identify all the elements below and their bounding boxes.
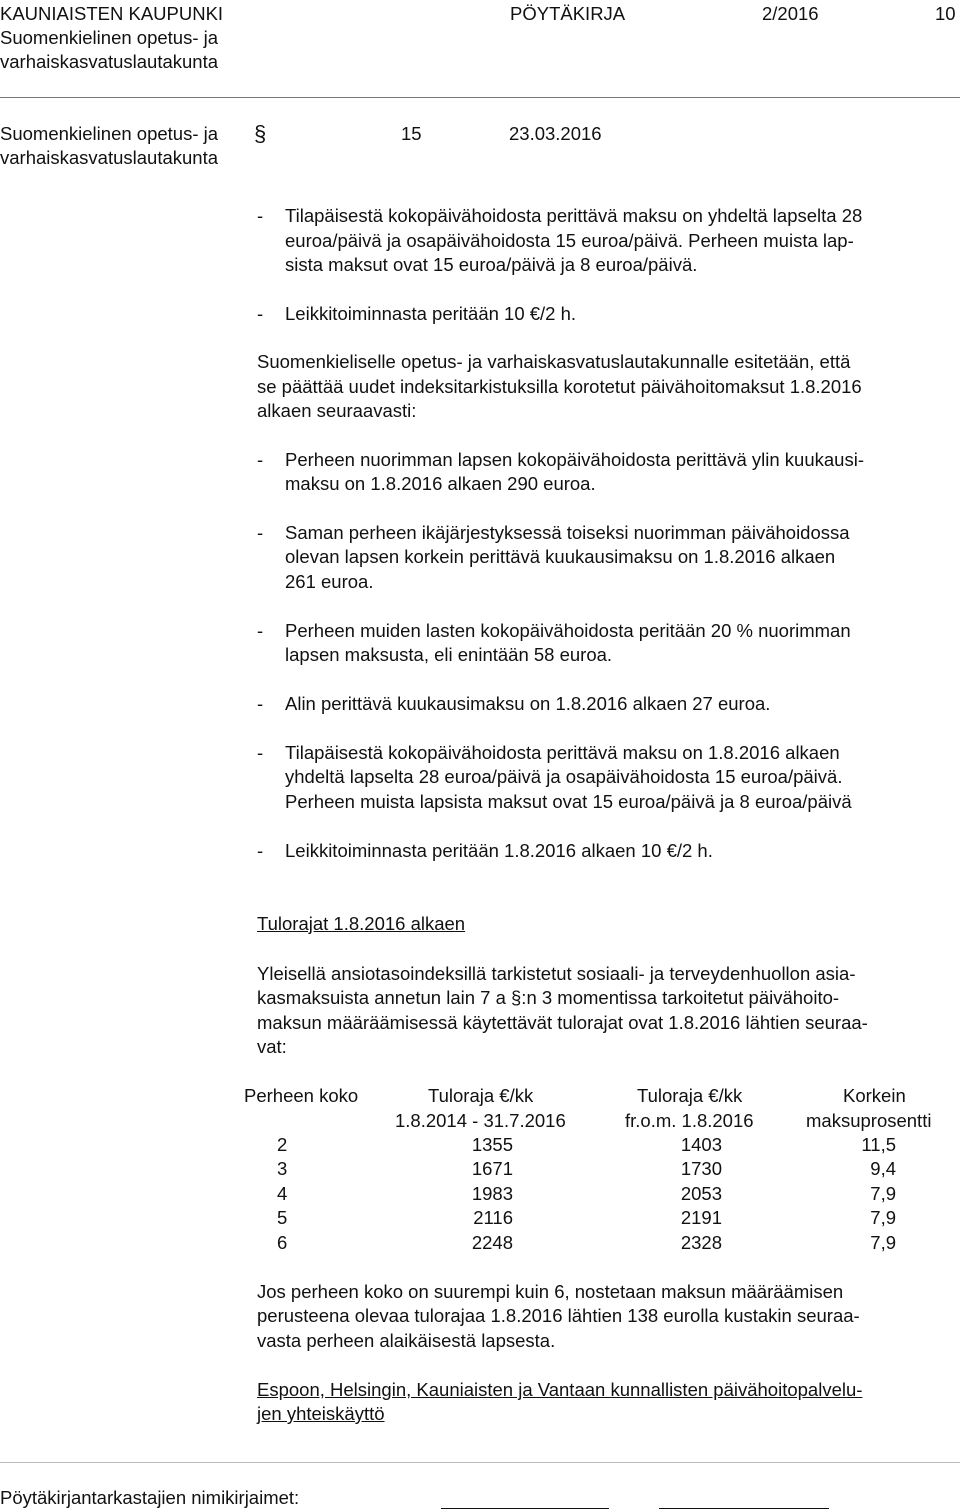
doc-number: 2/2016 [762,3,819,24]
table-header-old-limit: Tuloraja €/kk [428,1085,534,1106]
table-header-new-limit: Tuloraja €/kk [637,1085,743,1106]
proposal-line: Suomenkieliselle opetus- ja varhaiskasvatuslautakunnalle esitetään, että [257,351,851,372]
table-row [0,1231,960,1255]
paragraph-line: vasta perheen alaikäisestä lapsesta. [257,1330,556,1351]
cell-max-percent: 7,9 [870,1232,896,1253]
section-number: 15 [401,123,422,144]
cell-old-limit: 1671 [471,1158,513,1179]
table-row [0,1157,960,1181]
cell-max-percent: 9,4 [870,1158,896,1179]
bullet-dash: - [257,742,264,763]
paragraph-line: Jos perheen koko on suurempi kuin 6, nostetaan maksun määräämisen [257,1281,844,1302]
bullet-line: maksu on 1.8.2016 alkaen 290 euroa. [285,473,596,494]
bullet-line: Perheen muista lapsista maksut ovat 15 euroa/päivä ja 8 euroa/päivä [285,791,852,812]
bullet-line: Tilapäisestä kokopäivähoidosta perittävä maksu on yhdeltä lapselta 28 [285,205,863,226]
heading-line: jen yhteiskäyttö [257,1403,385,1424]
header-divider [0,97,960,98]
paragraph-line: perusteena olevaa tulorajaa 1.8.2016 lähtien 138 eurolla kustakin seuraa- [257,1305,860,1326]
bullet-line: Perheen nuorimman lapsen kokopäivähoidosta perittävä ylin kuukausi- [285,449,864,470]
cell-new-limit: 1730 [680,1158,722,1179]
table-header-old-limit-period: 1.8.2014 - 31.7.2016 [395,1110,566,1131]
footer-divider [0,1462,960,1463]
income-limits-heading: Tulorajat 1.8.2016 alkaen [257,913,466,934]
bullet-line: Perheen muiden lasten kokopäivähoidosta peritään 20 % nuorimman [285,620,851,641]
bullet-line: olevan lapsen korkein perittävä kuukausimaksu on 1.8.2016 alkaen [285,546,836,567]
cell-family-size: 4 [277,1183,288,1204]
intro-line: Yleisellä ansiotasoindeksillä tarkistetut sosiaali- ja terveydenhuollon asia- [257,963,856,984]
meeting-date: 23.03.2016 [509,123,602,144]
org-name: KAUNIAISTEN KAUPUNKI [0,3,224,24]
table-row [0,1206,960,1230]
doc-type: PÖYTÄKIRJA [510,3,626,24]
bullet-dash: - [257,449,264,470]
cell-family-size: 6 [277,1232,288,1253]
heading-line: Espoon, Helsingin, Kauniaisten ja Vantaan kunnallisten päivähoitopalvelu- [257,1379,863,1400]
bullet-line: sista maksut ovat 15 euroa/päivä ja 8 euroa/päivä. [285,254,698,275]
bullet-dash: - [257,303,264,324]
table-body [0,1133,960,1258]
intro-line: kasmaksuista annetun lain 7 a §:n 3 momentissa tarkoitetut päivähoito- [257,987,840,1008]
bullet-dash: - [257,840,264,861]
cell-new-limit: 2191 [680,1207,722,1228]
cell-family-size: 5 [277,1207,288,1228]
bullet-line: Saman perheen ikäjärjestyksessä toiseksi nuorimman päivähoidossa [285,522,850,543]
cell-max-percent: 7,9 [870,1207,896,1228]
page-number: 10 [935,3,956,24]
cell-new-limit: 2053 [680,1183,722,1204]
cell-old-limit: 2116 [473,1207,513,1228]
table-row [0,1182,960,1206]
cell-family-size: 2 [277,1134,288,1155]
dept-line-2: varhaiskasvatuslautakunta [0,51,219,72]
proposal-line: alkaen seuraavasti: [257,400,417,421]
dept-line-1: Suomenkielinen opetus- ja [0,27,219,48]
cell-new-limit: 1403 [680,1134,722,1155]
bullet-line: yhdeltä lapselta 28 euroa/päivä ja osapäivähoidosta 15 euroa/päivä. [285,766,843,787]
bullet-dash: - [257,693,264,714]
intro-line: vat: [257,1036,287,1057]
meeting-body-line-1: Suomenkielinen opetus- ja [0,123,219,144]
signature-line-1 [441,1508,609,1509]
cell-old-limit: 1355 [471,1134,513,1155]
bullet-line: Tilapäisestä kokopäivähoidosta perittävä maksu on 1.8.2016 alkaen [285,742,840,763]
bullet-line: Leikkitoiminnasta peritään 10 €/2 h. [285,303,577,324]
cell-family-size: 3 [277,1158,288,1179]
bullet-line: Leikkitoiminnasta peritään 1.8.2016 alkaen 10 €/2 h. [285,840,713,861]
bullet-line: euroa/päivä ja osapäivähoidosta 15 euroa/päivä. Perheen muista lap- [285,230,854,251]
bullet-dash: - [257,620,264,641]
signature-line-2 [659,1508,829,1509]
bullet-line: lapsen maksusta, eli enintään 58 euroa. [285,644,613,665]
bullet-dash: - [257,522,264,543]
proposal-line: se päättää uudet indeksitarkistuksilla korotetut päivähoitomaksut 1.8.2016 [257,376,862,397]
bullet-line: 261 euroa. [285,571,374,592]
table-header-max-percent-sub: maksuprosentti [806,1110,932,1131]
table-header-max-percent: Korkein [843,1085,906,1106]
cell-max-percent: 7,9 [870,1183,896,1204]
table-header-new-limit-period: fr.o.m. 1.8.2016 [625,1110,754,1131]
section-mark: § [254,121,267,146]
cell-old-limit: 2248 [471,1232,513,1253]
table-row [0,1133,960,1157]
cell-new-limit: 2328 [680,1232,722,1253]
meeting-body-line-2: varhaiskasvatuslautakunta [0,147,219,168]
table-header-family-size: Perheen koko [244,1085,359,1106]
intro-line: maksun määräämisessä käytettävät tulorajat ovat 1.8.2016 lähtien seuraa- [257,1012,868,1033]
bullet-line: Alin perittävä kuukausimaksu on 1.8.2016 alkaen 27 euroa. [285,693,771,714]
bullet-dash: - [257,205,264,226]
cell-max-percent: 11,5 [861,1134,896,1155]
cell-old-limit: 1983 [471,1183,513,1204]
signature-label: Pöytäkirjantarkastajien nimikirjaimet: [0,1487,300,1508]
